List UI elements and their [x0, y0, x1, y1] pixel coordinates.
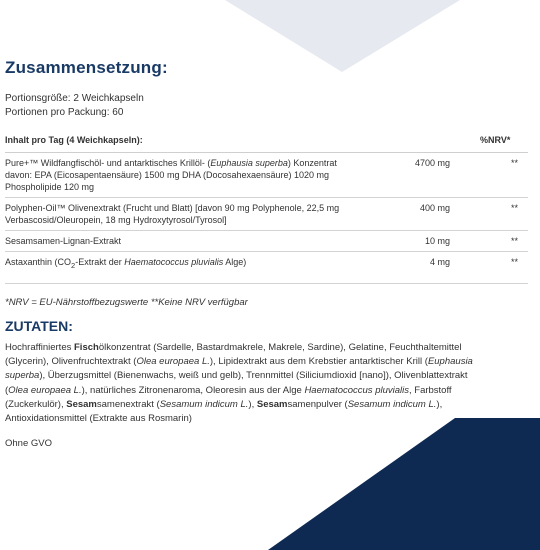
bottom-navy-triangle: [268, 418, 540, 550]
row-description: [5, 252, 400, 276]
serving-info: [5, 92, 144, 120]
row-text: Alge): [223, 257, 247, 267]
nrv-footnote: *NRV = EU-Nährstoffbezugswerte **Keine NRV verfügbar: [5, 297, 248, 308]
row-nrv: **: [450, 153, 528, 198]
row-text: Verbascosid/Oleuropein, 18 mg Hydroxytyrosol/Tyrosol]: [5, 215, 227, 225]
composition-table: [5, 128, 528, 276]
row-text: ) Konzentrat: [287, 158, 337, 168]
gmo-free-note: Ohne GVO: [5, 438, 52, 449]
table-row: [5, 252, 528, 276]
table-bottom-divider: [5, 283, 528, 284]
row-amount: 4700 mg: [400, 153, 450, 198]
header-ingredient: Inhalt pro Tag (4 Weichkapseln):: [5, 135, 143, 145]
table-row: [5, 153, 528, 198]
row-italic-text: Euphausia superba: [210, 158, 288, 168]
row-description: Sesamsamen-Lignan-Extrakt: [5, 231, 400, 252]
servings-per-pack: Portionen pro Packung: 60: [5, 107, 124, 118]
header-amount: [400, 128, 450, 153]
table-row: [5, 231, 528, 252]
row-subscript: 2: [71, 260, 76, 270]
row-description: [5, 198, 400, 231]
row-nrv: **: [450, 198, 528, 231]
table-header: [5, 128, 528, 153]
row-text: davon: EPA (Eicosapentaensäure) 1500 mg DHA (Docosahexaensäure) 1020 mg: [5, 170, 330, 180]
composition-title: Zusammensetzung:: [5, 58, 168, 77]
row-nrv: **: [450, 252, 528, 276]
top-light-triangle: [225, 0, 460, 72]
row-description: [5, 153, 400, 198]
row-amount: 400 mg: [400, 198, 450, 231]
ingredients-text: Hochraffiniertes Fischölkonzentrat (Sardelle, Bastardmakrele, Makrele, Sardine), Gelatine, Feuchthaltemittel (Glycerin), Olivenfruchtextrakt (Olea europaea L.), Lipidextrakt aus dem Krebstier antarktischer Krill (Euphausia superba), Überzugsmittel (Bienenwachs, weiß und gelb), Trennmittel (Siliciumdioxid [nano]), Olivenblattextrakt (Olea europaea L.), natürliches Zitronenaroma, Oleoresin aus der Alge Haematococcus pluvialis, Farbstoff (Zuckerkulör), Sesamsamenextrakt (Sesamum indicum L.), Sesamsamenpulver (Sesamum indicum L.), Antioxidationsmittel (Extrakte aus Rosmarin): [5, 342, 473, 425]
row-amount: 4 mg: [400, 252, 450, 276]
row-text: Phospholipide 120 mg: [5, 182, 95, 192]
row-nrv: **: [450, 231, 528, 252]
row-text: -Extrakt der: [75, 257, 125, 267]
ingredients-title: ZUTATEN:: [5, 318, 73, 334]
row-text: Polyphen-Oil™ Olivenextrakt (Frucht und Blatt) [davon 90 mg Polyphenole, 22,5 mg: [5, 203, 340, 213]
table-row: [5, 198, 528, 231]
serving-size: Portionsgröße: 2 Weichkapseln: [5, 93, 144, 104]
row-text: Pure+™ Wildfangfischöl- und antarktisches Krillöl- (: [5, 158, 211, 168]
row-text: Astaxanthin (CO: [5, 257, 72, 267]
row-amount: 10 mg: [400, 231, 450, 252]
header-nrv: %NRV*: [480, 135, 511, 145]
row-italic-text: Haematococcus pluvialis: [124, 257, 224, 267]
